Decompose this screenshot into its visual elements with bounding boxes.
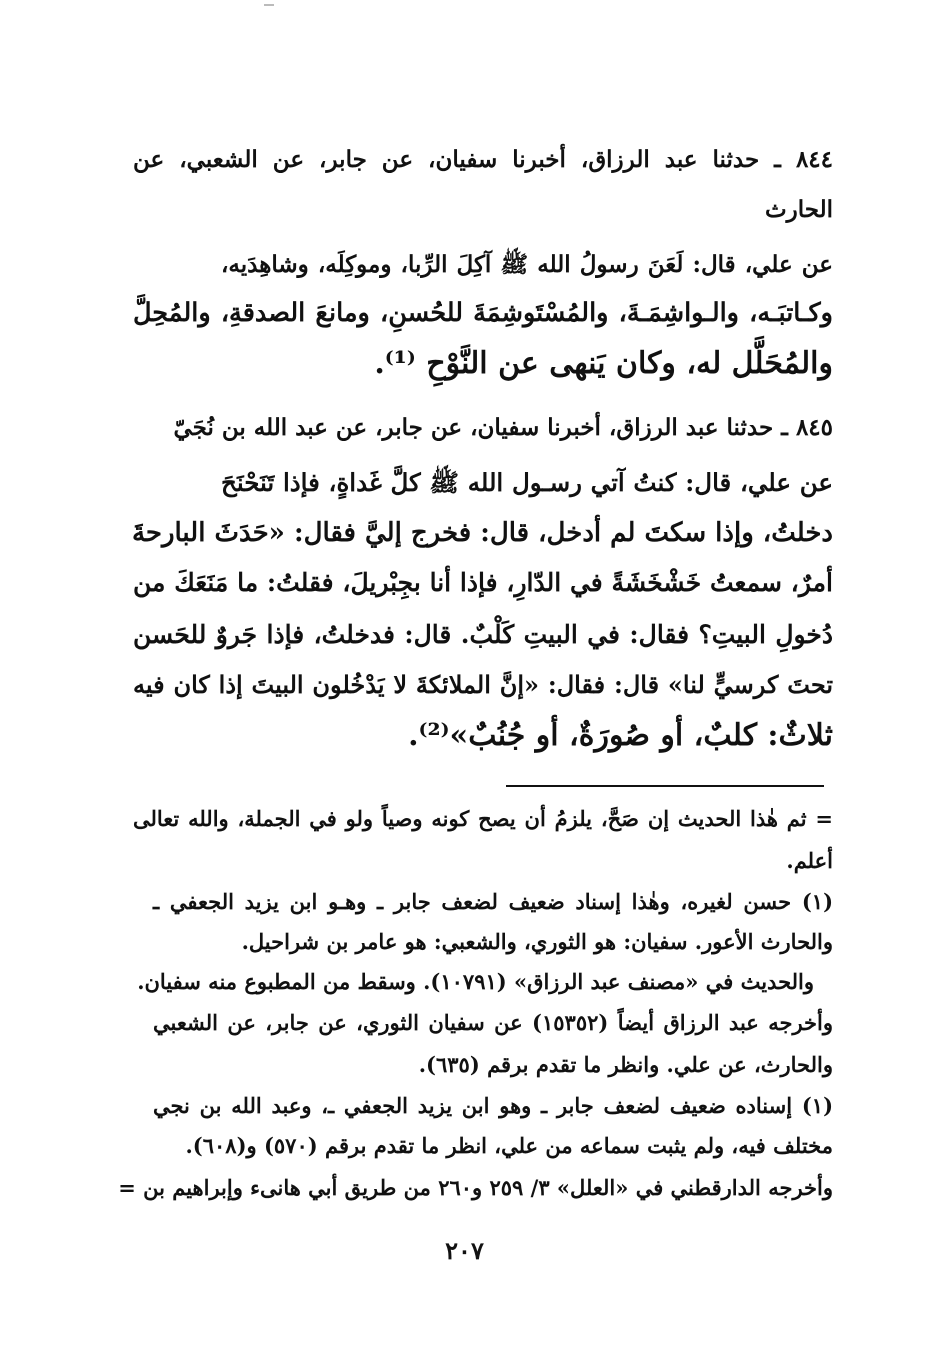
hadith-845-line-1: عن علي، قال: كنتُ آتي رسـول الله ﷺ كلَّ غَداةٍ، فإذا تَنَحْنَحَ <box>221 468 833 497</box>
hadith-844-line-2: وكـاتبَـه، والـواشِمَـةَ، والمُسْتَوشِمَةَ للحُسنِ، ومانعَ الصدقةِ، والمُحِلَّ <box>133 298 833 328</box>
scan-mark <box>264 4 274 6</box>
footnote-line-3: (١) حسن لغيره، وهٰذا إسناد ضعيف لضعف جابر ـ وهـو ابن يزيد الجعفي ـ <box>153 889 833 914</box>
hadith-845-line-5: تحتَ كرسيٍّ لنا» قال: فقال: «إنَّ الملائكةَ لا يَدْخُلون البيتَ إذا كان فيه <box>133 670 833 699</box>
footnote-line-10: وأخرجه الدارقطني في «العلل» ٣/ ٢٥٩ و٢٦٠ من طريق أبي هانىء وإبراهيم بن = <box>118 1175 833 1200</box>
footnote-line-7: والحارث، عن علي. وانظر ما تقدم برقم (٦٣٥). <box>418 1052 833 1077</box>
hadith-845-line-3: أمرٌ، سمعتُ خَشْخَشَةً في الدّارِ، فإذا أنا بجِبْريلَ، فقلتُ: ما مَنَعَكَ من <box>133 568 833 597</box>
footnote-line-6: وأخرجه عبد الرزاق أيضاً (١٥٣٥٢) عن سفيان الثوري، عن جابر، عن الشعبي <box>153 1010 834 1035</box>
page-number: ٢٠٧ <box>445 1236 484 1265</box>
hadith-844-line-1: عن علي، قال: لَعَنَ رسولُ الله ﷺ آكِلَ الرِّبا، وموكِلَه، وشاهِدَيه، <box>221 251 833 278</box>
footnote-line-9: مختلف فيه، ولم يثبت سماعه من علي، انظر ما تقدم برقم (٥٧٠) و(٦٠٨). <box>185 1133 833 1158</box>
footnote-line-5: والحديث في «مصنف عبد الرزاق» (١٠٧٩١). وسقط من المطبوع منه سفيان. <box>137 969 814 994</box>
footnote-line-2: أعلم. <box>786 848 833 873</box>
hadith-844-line-3: والمُحَلَّل له، وكان يَنهى عن النَّوْحِ ⁽¹⁾. <box>374 346 833 381</box>
hadith-845-line-2: دخلتُ، وإذا سكتَ لم أدخل، قال: فخرج إليَّ فقال: «حَدَثَ البارحةَ <box>131 518 833 548</box>
footnote-separator <box>506 785 824 787</box>
hadith-844-heading-cont: الحارث <box>764 196 833 223</box>
hadith-844-heading: ٨٤٤ ـ حدثنا عبد الرزاق، أخبرنا سفيان، عن جابر، عن الشعبي، عن <box>133 146 833 173</box>
footnote-line-8: (١) إسناده ضعيف لضعف جابر ـ وهو ابن يزيد الجعفي ـ، وعبد الله بن نجي <box>153 1093 833 1118</box>
hadith-845-line-4: دُخولِ البيتِ؟ فقال: في البيتِ كَلْبٌ. قال: فدخلتُ، فإذا جَروٌ للحَسن <box>133 620 833 649</box>
footnote-line-1: = ثم هٰذا الحديث إن صَحَّ، يلزمُ أن يصح كونه وصياً ولو في الجملة، والله تعالى <box>133 806 833 831</box>
hadith-845-line-6: ثلاثٌ: كلبٌ، أو صُورَةٌ، أو جُنُبٌ»⁽²⁾. <box>408 718 833 753</box>
hadith-845-heading: ٨٤٥ ـ حدثنا عبد الرزاق، أخبرنا سفيان، عن جابر، عن عبد الله بن نُجَيّ <box>173 414 833 441</box>
footnote-line-4: والحارث الأعور. سفيان: هو الثوري، والشعبي: هو عامر بن شراحيل. <box>241 929 833 954</box>
